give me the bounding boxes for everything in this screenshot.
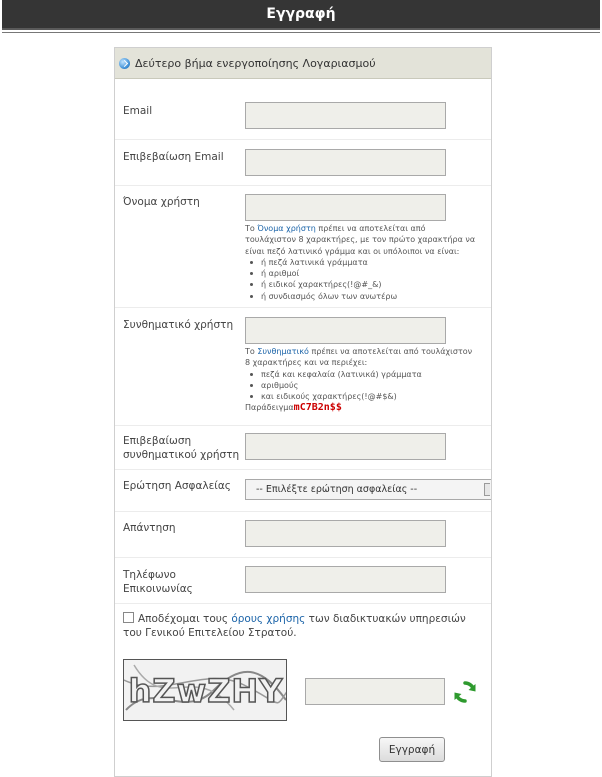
username-help-link: Όνομα χρήστη [257, 224, 316, 233]
captcha-input[interactable] [305, 678, 445, 705]
password-help-prefix: Το [245, 347, 258, 356]
password-input[interactable] [245, 317, 446, 344]
registration-panel [114, 47, 492, 777]
terms-checkbox[interactable] [123, 612, 134, 623]
password-confirm-row [115, 426, 491, 470]
answer-input[interactable] [245, 520, 446, 547]
password-example-value: mC7B2n$$ [293, 402, 342, 414]
captcha-text: hZwZHY [128, 672, 284, 710]
page-header [2, 0, 600, 30]
arrow-circle-icon [119, 58, 130, 69]
password-help-link: Συνθηματικό [257, 347, 309, 356]
password-rule-item: αριθμούς [261, 380, 477, 391]
answer-label: Απάντηση [123, 522, 176, 534]
email-label: Email [123, 105, 153, 117]
panel-heading-text: Δεύτερο βήμα ενεργοποίησης Λογαριασμού [135, 56, 376, 70]
password-help [245, 346, 477, 414]
password-confirm-label-line2: συνθηματικού χρήστη [123, 449, 240, 461]
username-rule-item: ή πεζά λατινικά γράμματα [261, 257, 477, 268]
email-confirm-label: Επιβεβαίωση Email [123, 151, 224, 163]
email-row [115, 94, 491, 140]
username-rule-item: ή ειδικοί χαρακτήρες(!@#_&) [261, 279, 477, 290]
username-help-suffix: πρέπει να αποτελείται από τουλάχιστον 8 χαρακτήρες, με τον πρώτο χαρακτήρα να είναι πεζό λατινικό γράμμα και οι υπόλοιποι να είναι: [245, 224, 476, 256]
submit-button[interactable]: Εγγραφή [379, 737, 445, 762]
terms-suffix: των διαδικτυακών υπηρεσιών του Γενικού Επιτελείου Στρατού. [123, 613, 466, 639]
panel-heading [115, 48, 491, 79]
email-confirm-input[interactable] [245, 149, 446, 176]
email-input[interactable] [245, 102, 446, 129]
captcha-graphic [124, 660, 287, 721]
terms-agreement [123, 612, 483, 640]
password-confirm-input[interactable] [245, 433, 446, 460]
security-question-select[interactable] [245, 479, 492, 500]
password-rule-item: και ειδικούς χαρακτήρες(!@#$&) [261, 391, 477, 402]
password-confirm-label [123, 434, 241, 462]
username-input[interactable] [245, 194, 446, 221]
refresh-icon[interactable] [453, 680, 477, 704]
phone-row [115, 558, 491, 604]
phone-label: Τηλέφωνο Επικοινωνίας [123, 569, 193, 595]
password-rule-item: πεζά και κεφαλαία (λατινικά) γράμματα [261, 369, 477, 380]
phone-input[interactable] [245, 566, 446, 593]
username-help-prefix: Το [245, 224, 258, 233]
terms-prefix: Αποδέχομαι τους [138, 613, 232, 625]
page-title: Εγγραφή [266, 6, 336, 22]
username-help [245, 223, 477, 302]
password-row [115, 308, 491, 426]
password-label: Συνθηματικό χρήστη [123, 319, 234, 331]
security-question-row [115, 470, 491, 512]
password-help-suffix: πρέπει να αποτελείται από τουλάχιστον 8 χαρακτήρες και να περιέχει: [245, 347, 473, 368]
email-confirm-row [115, 140, 491, 186]
security-question-label: Ερώτηση Ασφαλείας [123, 480, 231, 492]
terms-link[interactable]: όρους χρήσης [231, 613, 306, 625]
answer-row [115, 512, 491, 558]
username-rule-item: ή συνδιασμός όλων των ανωτέρω [261, 291, 477, 302]
password-confirm-label-line1: Επιβεβαίωση [123, 435, 192, 447]
dropdown-arrow-icon[interactable] [484, 483, 490, 496]
username-row [115, 186, 491, 308]
username-rule-item: ή αριθμοί [261, 268, 477, 279]
captcha-image [123, 659, 287, 721]
header-divider [2, 32, 600, 33]
security-question-selected: -- Επιλέξτε ερώτηση ασφαλείας -- [256, 484, 418, 495]
username-label: Όνομα χρήστη [123, 196, 200, 208]
password-example-label: Παράδειγμα [245, 403, 294, 413]
